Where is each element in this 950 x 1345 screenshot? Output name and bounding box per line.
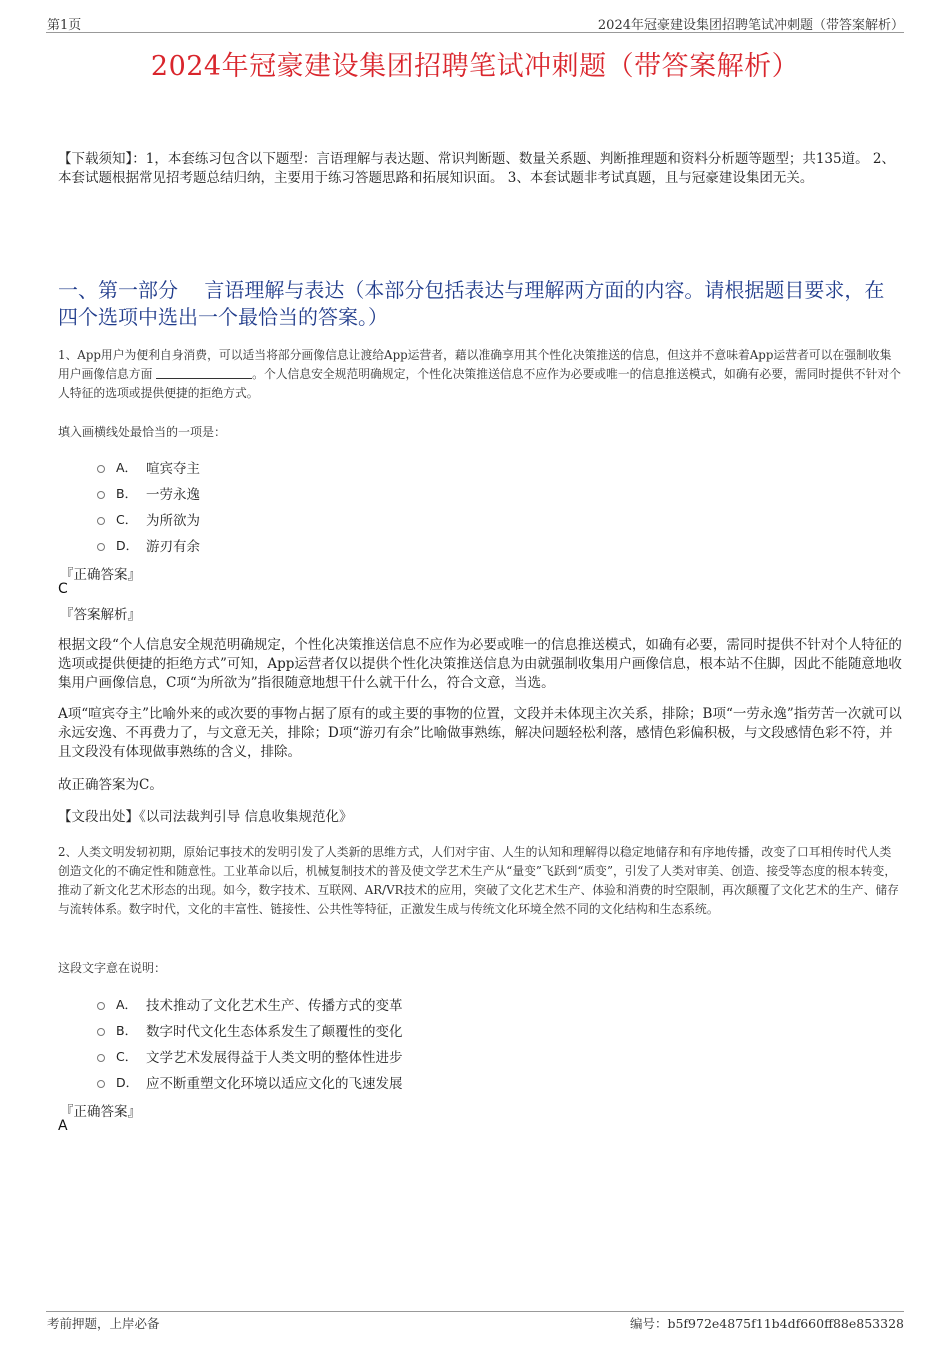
question-1-option-d[interactable]: D． 游刃有余 [97, 535, 200, 555]
radio-icon[interactable] [97, 1054, 105, 1062]
question-2-option-b[interactable]: B． 数字时代文化生态体系发生了颠覆性的变化 [97, 1020, 403, 1040]
radio-icon[interactable] [97, 543, 105, 551]
question-1-analysis-3: 故正确答案为C。 [58, 777, 163, 793]
footer-divider [46, 1311, 904, 1312]
question-2-answer: A [58, 1118, 68, 1134]
question-1-option-c[interactable]: C． 为所欲为 [97, 509, 200, 529]
footer-doc-id: 编号：b5f972e4875f11b4df660ff88e853328 [629, 1316, 904, 1331]
question-2-option-d[interactable]: D． 应不断重塑文化环境以适应文化的飞速发展 [97, 1072, 403, 1092]
section-heading: 一、第一部分 言语理解与表达（本部分包括表达与理解两方面的内容。请根据题目要求，在四个选项中选出一个最恰当的答案。） [58, 278, 885, 329]
question-1-stem [58, 346, 903, 403]
radio-icon[interactable] [97, 491, 105, 499]
page-title: 2024年冠豪建设集团招聘笔试冲刺题（带答案解析） [150, 51, 800, 82]
radio-icon[interactable] [97, 1002, 105, 1010]
question-2-option-a[interactable]: A． 技术推动了文化艺术生产、传播方式的变革 [97, 994, 403, 1014]
question-1-answer-label: 『正确答案』 [60, 567, 141, 583]
radio-icon[interactable] [97, 1028, 105, 1036]
radio-icon[interactable] [97, 517, 105, 525]
radio-icon[interactable] [97, 465, 105, 473]
question-1-analysis-1: 根据文段“个人信息安全规范明确规定，个性化决策推送信息不应作为必要或唯一的信息推送模式，如确有必要，需同时提供不针对个人特征的选项或提供便捷的拒绝方式”可知，App运营者仅以提供个性化决策推送信息为由就强制收集用户画像信息，根本站不住脚，因此不能随意地收集用户画像信息，C项“为所欲为”指很随意地想干什么就干什么，符合文意，当选。 [58, 637, 902, 691]
question-1-stem-before: 1、App用户为便利自身消费，可以适当将部分画像信息让渡给App运营者，藉以准确享用其个性化决策推送的信息，但这并不意味着App运营者可以在强制收集用户画像信息方面 [58, 348, 892, 381]
question-1-analysis-label: 『答案解析』 [60, 607, 141, 623]
question-1-prompt: 填入画横线处最恰当的一项是： [58, 425, 227, 439]
footer-slogan: 考前押题，上岸必备 [47, 1316, 160, 1331]
question-1-answer: C [58, 581, 68, 597]
download-notice: 【下载须知】：1，本套练习包含以下题型：言语理解与表达题、常识判断题、数量关系题、判断推理题和资料分析题等题型；共135道。 2、本套试题根据常见招考题总结归纳，主要用于练习答题思路和拓展知识面。 3、本套试题非考试真题，且与冠豪建设集团无关。 [58, 151, 895, 186]
page-number: 第1页 [47, 18, 82, 33]
header-doc-title: 2024年冠豪建设集团招聘笔试冲刺题（带答案解析） [597, 18, 904, 33]
question-1-source: 【文段出处】《以司法裁判引导 信息收集规范化》 [58, 809, 353, 825]
question-2-stem: 2、人类文明发轫初期，原始记事技术的发明引发了人类新的思维方式，人们对宇宙、人生的认知和理解得以稳定地储存和有序地传播，改变了口耳相传时代人类创造文化的不确定性和随意性。工业革命以后，机械复制技术的普及使文学艺术生产从“量变”飞跃到“质变”，引发了人类对审美、创造、接受等态度的根本转变，推动了新文化艺术形态的出现。如今，数字技术、互联网、AR/VR技术的应用，突破了文化艺术生产、体验和消费的时空限制，再次颠覆了文化艺术的生产、储存与流转体系。数字时代，文化的丰富性、链接性、公共性等特征，正激发生成与传统文化环境全然不同的文化结构和生态系统。 [58, 845, 899, 916]
fill-blank [156, 366, 252, 379]
question-1-option-b[interactable]: B． 一劳永逸 [97, 483, 200, 503]
question-2-prompt: 这段文字意在说明： [58, 961, 167, 975]
question-2-option-c[interactable]: C． 文学艺术发展得益于人类文明的整体性进步 [97, 1046, 403, 1066]
question-1-analysis-2: A项“喧宾夺主”比喻外来的或次要的事物占据了原有的或主要的事物的位置，文段并未体现主次关系，排除；B项“一劳永逸”指劳苦一次就可以永远安逸、不再费力了，与文意无关，排除；D项“游刃有余”比喻做事熟练，解决问题轻松利落，感情色彩偏积极，与文段感情色彩不符，并且文段没有体现做事熟练的含义，排除。 [58, 706, 902, 760]
header-divider [46, 32, 904, 33]
question-1-option-a[interactable]: A． 喧宾夺主 [97, 457, 200, 477]
radio-icon[interactable] [97, 1080, 105, 1088]
question-2-answer-label: 『正确答案』 [60, 1104, 141, 1120]
question-1-stem-after: 。个人信息安全规范明确规定，个性化决策推送信息不应作为必要或唯一的信息推送模式，如确有必要，需同时提供不针对个人特征的选项或提供便捷的拒绝方式。 [58, 367, 901, 400]
